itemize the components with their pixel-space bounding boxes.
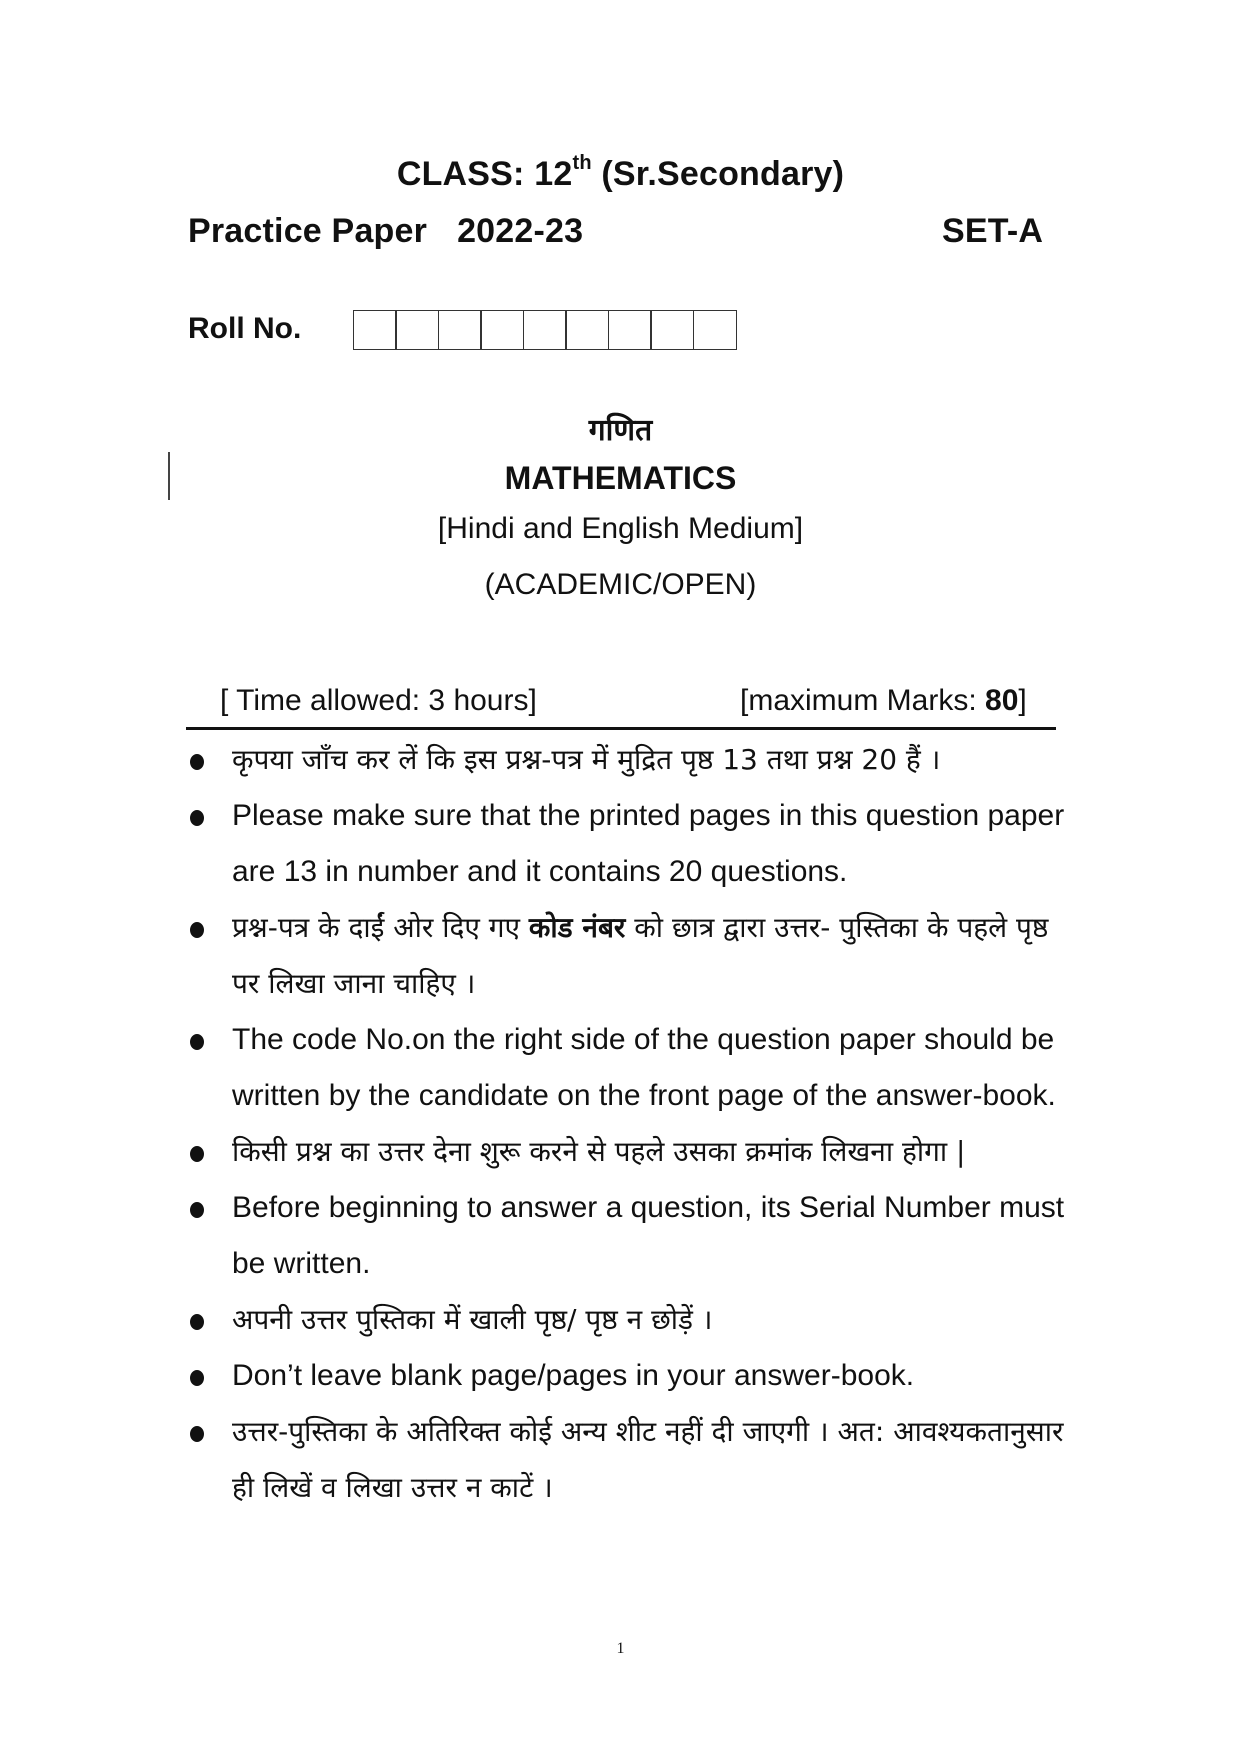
class-prefix: CLASS: 12 [396, 155, 573, 193]
roll-number-box[interactable] [395, 310, 439, 350]
roll-number-box[interactable] [693, 310, 737, 350]
instruction-item [186, 1124, 1066, 1180]
roll-number-box[interactable] [650, 310, 694, 350]
time-allowed: [ Time allowed: 3 hours] [220, 684, 537, 717]
instruction-item [186, 1180, 1066, 1292]
instruction-item [186, 788, 1066, 900]
maximum-marks [740, 684, 1027, 718]
roll-number-boxes[interactable] [354, 310, 737, 350]
bullet-icon [186, 788, 232, 844]
instruction-text: उत्तर-पुस्तिका के अतिरिक्त कोई अन्य शीट नहीं दी जाएगी । अत: आवश्यकतानुसार ही लिखें व लिखा उत्तर न काटें । [232, 1415, 1064, 1504]
instruction-item [186, 1012, 1066, 1124]
header-divider [186, 727, 1056, 730]
paper-year: 2022-23 [457, 212, 584, 250]
roll-number-box[interactable] [480, 310, 524, 350]
subject-english: MATHEMATICS [504, 460, 737, 496]
class-suffix: (Sr.Secondary) [591, 155, 845, 193]
bullet-icon [186, 732, 232, 788]
instruction-item [186, 1292, 1066, 1348]
instruction-text: Don’t leave blank page/pages in your answer-book. [232, 1359, 915, 1392]
instruction-text-pre: प्रश्न-पत्र के दाईं ओर दिए गए [232, 911, 529, 944]
bullet-icon [186, 1124, 232, 1180]
roll-number-box[interactable] [523, 310, 567, 350]
bullet-icon [186, 900, 232, 956]
bullet-icon [186, 1348, 232, 1404]
medium-note: [Hindi and English Medium] [437, 512, 804, 545]
instruction-text: किसी प्रश्न का उत्तर देना शुरू करने से पहले उसका क्रमांक लिखना होगा | [232, 1135, 966, 1168]
instruction-text: Please make sure that the printed pages in this question paper are 13 in number and it contains 20 questions. [232, 799, 1065, 888]
instruction-item [186, 1404, 1066, 1516]
instruction-item [186, 732, 1066, 788]
class-heading [0, 151, 1241, 194]
page-number: 1 [616, 1640, 625, 1657]
instruction-item [186, 900, 1066, 1012]
set-label: SET-A [942, 212, 1044, 250]
bullet-icon [186, 1012, 232, 1068]
roll-number-box[interactable] [438, 310, 482, 350]
marks-close: ] [1018, 684, 1027, 717]
stream-note: (ACADEMIC/OPEN) [484, 568, 757, 601]
instruction-text: कृपया जाँच कर लें कि इस प्रश्न-पत्र में मुद्रित पृष्ठ 13 तथा प्रश्न 20 हैं । [232, 743, 941, 776]
bullet-icon [186, 1180, 232, 1236]
roll-number-box[interactable] [353, 310, 397, 350]
instruction-text-post: को छात्र द्वारा उत्तर- पुस्तिका के पहले पृष्ठ पर लिखा जाना चाहिए । [232, 911, 1049, 1000]
practice-paper-heading [188, 212, 583, 251]
instruction-text: अपनी उत्तर पुस्तिका में खाली पृष्ठ/ पृष्ठ न छोड़ें । [232, 1303, 713, 1336]
roll-number-label: Roll No. [188, 312, 302, 345]
practice-paper-label: Practice Paper [188, 212, 428, 250]
roll-number-box[interactable] [608, 310, 652, 350]
class-superscript: th [572, 151, 592, 174]
instruction-text [232, 900, 1066, 1012]
instruction-item [186, 1348, 1066, 1404]
marks-value: 80 [985, 684, 1019, 717]
subject-hindi: गणित [588, 413, 653, 448]
code-number-emphasis: कोड नंबर [528, 911, 626, 944]
marks-label: [maximum Marks: [740, 684, 986, 717]
instructions-list [186, 732, 1066, 1516]
bullet-icon [186, 1404, 232, 1460]
instruction-text: Before beginning to answer a question, its Serial Number must be written. [232, 1191, 1065, 1280]
roll-number-box[interactable] [565, 310, 609, 350]
instruction-text: The code No.on the right side of the question paper should be written by the candidate on the front page of the answer-book. [232, 1023, 1056, 1112]
bullet-icon [186, 1292, 232, 1348]
